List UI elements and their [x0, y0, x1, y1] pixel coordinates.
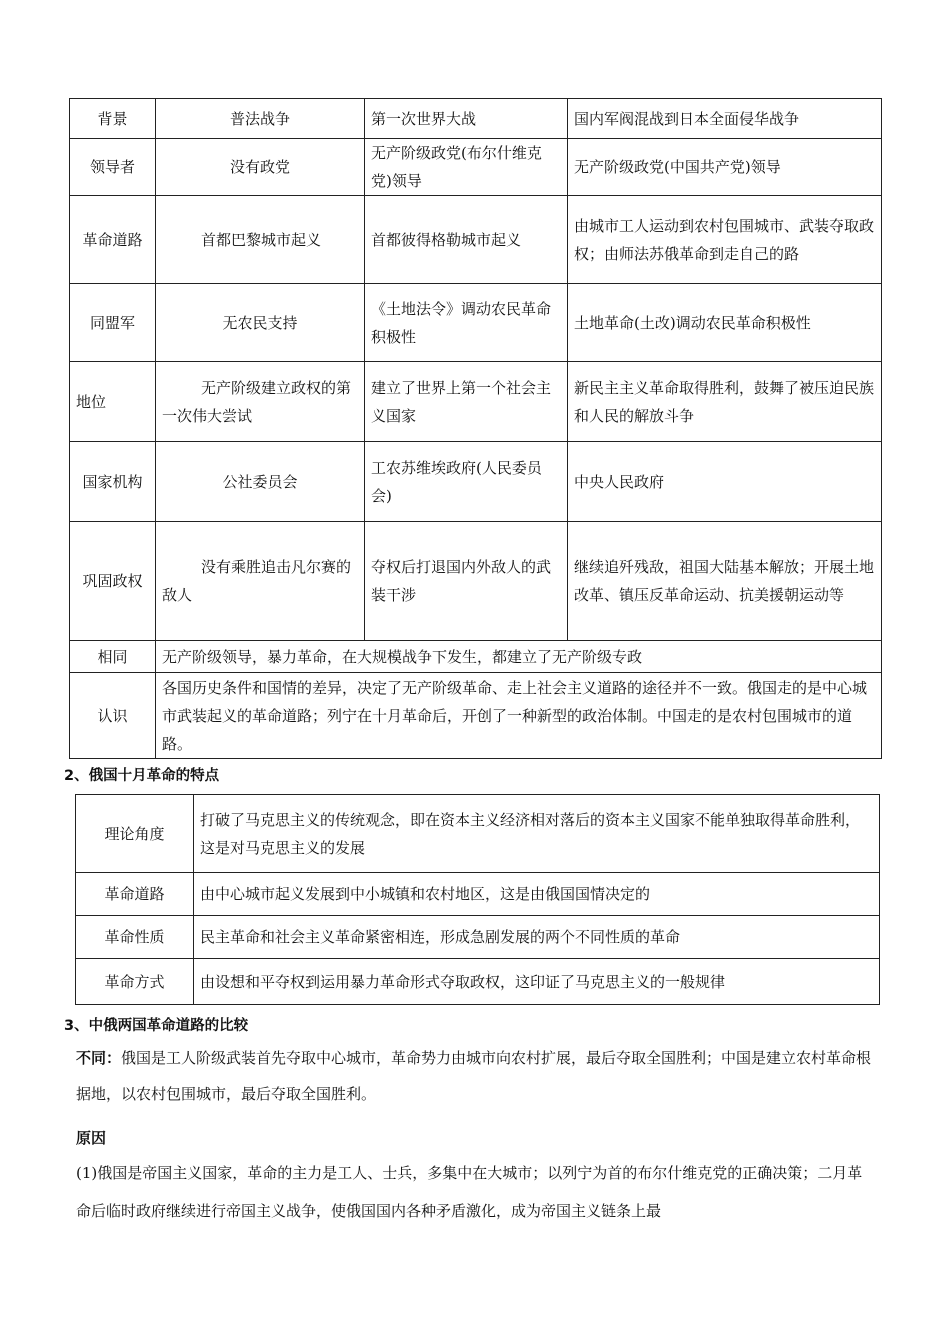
row-header: 理论角度: [76, 795, 194, 873]
table-row: [70, 442, 882, 522]
cell-russia: 工农苏维埃政府(人民委员会): [365, 442, 568, 522]
summary-table: [69, 640, 882, 759]
table-row: [76, 916, 880, 959]
table-row: [70, 673, 882, 759]
difference-label: 不同：: [76, 1049, 122, 1067]
cell-paris: 首都巴黎城市起义: [156, 196, 365, 284]
row-value: 由中心城市起义发展到中小城镇和农村地区，这是由俄国国情决定的: [194, 873, 880, 916]
row-header: 背景: [70, 99, 156, 139]
row-value: 打破了马克思主义的传统观念，即在资本主义经济相对落后的资本主义国家不能单独取得革命胜利，这是对马克思主义的发展: [194, 795, 880, 873]
row-header: 国家机构: [70, 442, 156, 522]
reason-paragraph-1: (1)俄国是帝国主义国家，革命的主力是工人、士兵，多集中在大城市；以列宁为首的布尔什维克党的正确决策；二月革命后临时政府继续进行帝国主义战争，使俄国国内各种矛盾激化，成为帝国主义链条上最: [76, 1164, 863, 1220]
cell-paris: 没有政党: [156, 139, 365, 196]
cell-russia: 无产阶级政党(布尔什维克党)领导: [365, 139, 568, 196]
table-row: [70, 362, 882, 442]
cell-russia: 夺权后打退国内外敌人的武装干涉: [365, 522, 568, 641]
row-header: 革命性质: [76, 916, 194, 959]
cell-china: 新民主主义革命取得胜利，鼓舞了被压迫民族和人民的解放斗争: [568, 362, 882, 442]
row-value: 民主革命和社会主义革命紧密相连，形成急剧发展的两个不同性质的革命: [194, 916, 880, 959]
cell-russia: 建立了世界上第一个社会主义国家: [365, 362, 568, 442]
know-text: 各国历史条件和国情的差异，决定了无产阶级革命、走上社会主义道路的途径并不一致。俄国走的是中心城市武装起义的革命道路；列宁在十月革命后，开创了一种新型的政治体制。中国走的是农村包围城市的道路。: [156, 673, 882, 759]
cell-china: 中央人民政府: [568, 442, 882, 522]
table-row: [76, 959, 880, 1005]
cell-china: 国内军阀混战到日本全面侵华战争: [568, 99, 882, 139]
row-header: 革命道路: [76, 873, 194, 916]
same-label: 相同: [70, 641, 156, 673]
table-row: [70, 99, 882, 139]
cell-paris: 无农民支持: [156, 284, 365, 362]
cell-china: 土地革命(土改)调动农民革命积极性: [568, 284, 882, 362]
table-row: [76, 873, 880, 916]
row-header: 地位: [70, 362, 156, 442]
cell-russia: 《土地法令》调动农民革命积极性: [365, 284, 568, 362]
cell-paris: 没有乘胜追击凡尔赛的敌人: [156, 522, 365, 641]
cell-paris: 普法战争: [156, 99, 365, 139]
row-header: 领导者: [70, 139, 156, 196]
row-value: 由设想和平夺权到运用暴力革命形式夺取政权，这印证了马克思主义的一般规律: [194, 959, 880, 1005]
cell-china: 无产阶级政党(中国共产党)领导: [568, 139, 882, 196]
table-row: [70, 196, 882, 284]
cell-paris: 公社委员会: [156, 442, 365, 522]
section2-title: 2、俄国十月革命的特点: [64, 768, 220, 784]
cell-russia: 第一次世界大战: [365, 99, 568, 139]
row-header: 同盟军: [70, 284, 156, 362]
difference-paragraph: [76, 1040, 876, 1112]
features-table: [75, 794, 880, 1005]
table-row: [76, 795, 880, 873]
row-header: 革命道路: [70, 196, 156, 284]
cell-china: 继续追歼残敌，祖国大陆基本解放；开展土地改革、镇压反革命运动、抗美援朝运动等: [568, 522, 882, 641]
table-row: [70, 641, 882, 673]
table-row: [70, 522, 882, 641]
table-row: [70, 139, 882, 196]
reason-label: 原因: [76, 1129, 107, 1147]
comparison-table: [69, 98, 882, 641]
cell-china: 由城市工人运动到农村包围城市、武装夺取政权；由师法苏俄革命到走自己的路: [568, 196, 882, 284]
same-text: 无产阶级领导，暴力革命，在大规模战争下发生，都建立了无产阶级专政: [156, 641, 882, 673]
table-row: [70, 284, 882, 362]
cell-russia: 首都彼得格勒城市起义: [365, 196, 568, 284]
section3-title: 3、中俄两国革命道路的比较: [64, 1018, 249, 1034]
row-header: 革命方式: [76, 959, 194, 1005]
difference-text: 俄国是工人阶级武装首先夺取中心城市，革命势力由城市向农村扩展，最后夺取全国胜利；中国是建立农村革命根据地，以农村包围城市，最后夺取全国胜利。: [76, 1049, 872, 1103]
know-label: 认识: [70, 673, 156, 759]
row-header: 巩固政权: [70, 522, 156, 641]
cell-paris: 无产阶级建立政权的第一次伟大尝试: [156, 362, 365, 442]
